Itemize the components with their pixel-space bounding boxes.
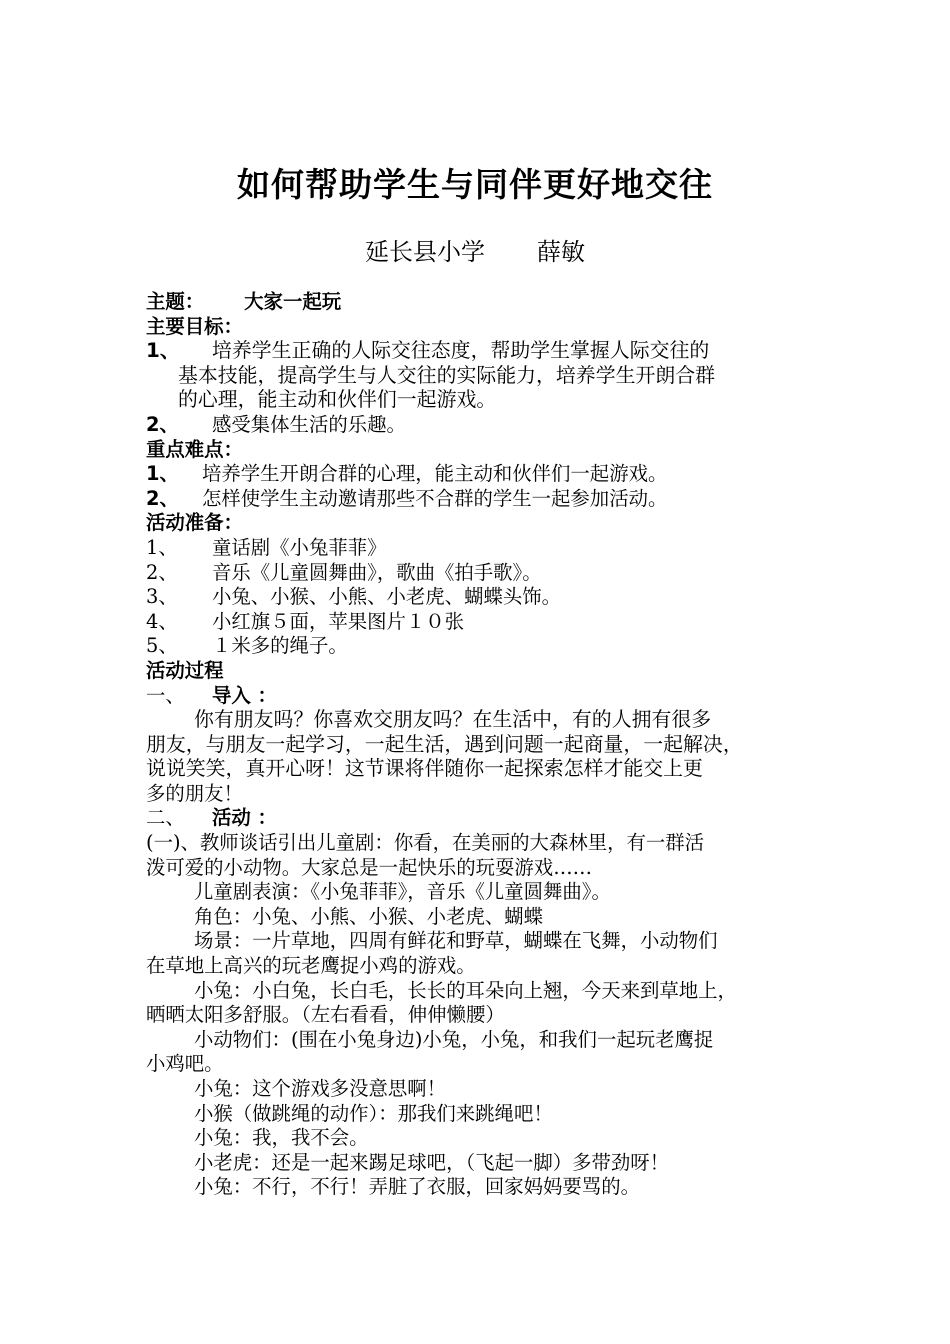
animals-line-2: 小鸡吧。 bbox=[146, 1052, 224, 1076]
key-num-2: 2、 bbox=[146, 486, 179, 510]
scene-line-1: 场景：一片草地，四周有鲜花和野草，蝴蝶在飞舞，小动物们 bbox=[194, 929, 718, 953]
goal-1-line-3: 的心理，能主动和伙伴们一起游戏。 bbox=[178, 388, 497, 412]
tiger-line: 小老虎：还是一起来踢足球吧，（飞起一脚）多带劲呀！ bbox=[194, 1150, 670, 1174]
intro-line-3: 说说笑笑，真开心呀！这节课将伴随你一起探索怎样才能交上更 bbox=[146, 757, 703, 781]
scene-line-2: 在草地上高兴的玩老鹰捉小鸡的游戏。 bbox=[146, 954, 476, 978]
goal-1-line-2: 基本技能，提高学生与人交往的实际能力，培养学生开朗合群 bbox=[178, 363, 716, 387]
author-school: 延长县小学 bbox=[365, 238, 485, 266]
author-name: 薛敏 bbox=[537, 238, 585, 266]
goal-item-1 bbox=[146, 339, 810, 364]
document-title: 如何帮助学生与同伴更好地交往 bbox=[237, 165, 713, 204]
intro-heading bbox=[146, 684, 810, 709]
prep-num-1: 1、 bbox=[146, 535, 178, 559]
monkey-line: 小猴（做跳绳的动作）：那我们来跳绳吧！ bbox=[194, 1101, 553, 1125]
prep-num-2: 2、 bbox=[146, 560, 178, 584]
prep-num-5: 5、 bbox=[146, 634, 178, 658]
prep-item-4 bbox=[146, 610, 810, 635]
animals-line-1: 小动物们：(围在小兔身边)小兔，小兔，和我们一起玩老鹰捉 bbox=[194, 1027, 714, 1051]
theme-label: 主题： bbox=[146, 290, 205, 313]
goals-heading: 主要目标： bbox=[146, 314, 243, 338]
prep-text-3: 小兔、小猴、小熊、小老虎、蝴蝶头饰。 bbox=[212, 585, 562, 609]
prep-num-3: 3、 bbox=[146, 585, 178, 609]
key-point-2 bbox=[146, 487, 810, 512]
preparation-heading: 活动准备： bbox=[146, 511, 243, 535]
theme-value: 大家一起玩 bbox=[244, 290, 342, 313]
key-num-1: 1、 bbox=[146, 462, 179, 486]
goal-2-text: 感受集体生活的乐趣。 bbox=[212, 412, 406, 436]
goal-num-1: 1、 bbox=[146, 339, 180, 363]
rabbit3-line: 小兔：我，我不会。 bbox=[194, 1126, 369, 1150]
prep-num-4: 4、 bbox=[146, 609, 178, 633]
key-point-1 bbox=[146, 462, 810, 487]
goal-item-2 bbox=[146, 413, 810, 438]
key-points-heading: 重点难点： bbox=[146, 437, 243, 461]
prep-item-2 bbox=[146, 561, 810, 586]
prep-text-1: 童话剧《小兔菲菲》 bbox=[212, 535, 387, 559]
prep-item-3 bbox=[146, 585, 810, 610]
intro-line-1: 你有朋友吗？你喜欢交朋友吗？在生活中，有的人拥有很多 bbox=[194, 708, 712, 732]
goal-num-2: 2、 bbox=[146, 412, 179, 436]
prep-text-4: 小红旗５面，苹果图片１０张 bbox=[212, 609, 465, 633]
process-heading: 活动过程 bbox=[146, 658, 224, 682]
intro-title: 导入 ： bbox=[212, 683, 277, 707]
rabbit1-line-2: 晒晒太阳多舒服。（左右看看，伸伸懒腰） bbox=[146, 1003, 505, 1027]
prep-text-2: 音乐《儿童圆舞曲》，歌曲《拍手歌》。 bbox=[212, 560, 542, 584]
intro-line-4: 多的朋友！ bbox=[146, 781, 243, 805]
rabbit4-line: 小兔：不行，不行！弄脏了衣服，回家妈妈要骂的。 bbox=[194, 1175, 640, 1199]
play-line: 儿童剧表演：《小兔菲菲》，音乐《儿童圆舞曲》。 bbox=[194, 880, 611, 904]
intro-num: 一、 bbox=[146, 683, 185, 707]
roles-line: 角色：小兔、小熊、小猴、小老虎、蝴蝶 bbox=[194, 904, 544, 928]
intro-line-2: 朋友，与朋友一起学习，一起生活，遇到问题一起商量，一起解决， bbox=[146, 732, 743, 756]
rabbit1-line-1: 小兔：小白兔，长白毛，长长的耳朵向上翘，今天来到草地上， bbox=[194, 978, 737, 1002]
prep-item-1 bbox=[146, 536, 810, 561]
key-point-2-text: 怎样使学生主动邀请那些不合群的学生一起参加活动。 bbox=[202, 486, 668, 510]
rabbit2-line: 小兔：这个游戏多没意思啊！ bbox=[194, 1077, 447, 1100]
author-line bbox=[0, 236, 950, 268]
activity-a-line-2: 泼可爱的小动物。大家总是一起快乐的玩耍游戏…… bbox=[146, 855, 592, 879]
activity-num: 二、 bbox=[146, 806, 185, 830]
document-body bbox=[146, 290, 810, 1200]
activity-title: 活动 ： bbox=[212, 806, 277, 830]
theme-line bbox=[146, 290, 810, 315]
activity-heading bbox=[146, 806, 810, 831]
key-point-1-text: 培养学生开朗合群的心理，能主动和伙伴们一起游戏。 bbox=[202, 462, 668, 486]
goal-1-line-1: 培养学生正确的人际交往态度，帮助学生掌握人际交往的 bbox=[212, 339, 710, 363]
activity-a-line-1: (一)、教师谈话引出儿童剧：你看，在美丽的大森林里，有一群活 bbox=[146, 831, 705, 855]
prep-text-5: １米多的绳子。 bbox=[212, 634, 348, 658]
prep-item-5 bbox=[146, 634, 810, 659]
